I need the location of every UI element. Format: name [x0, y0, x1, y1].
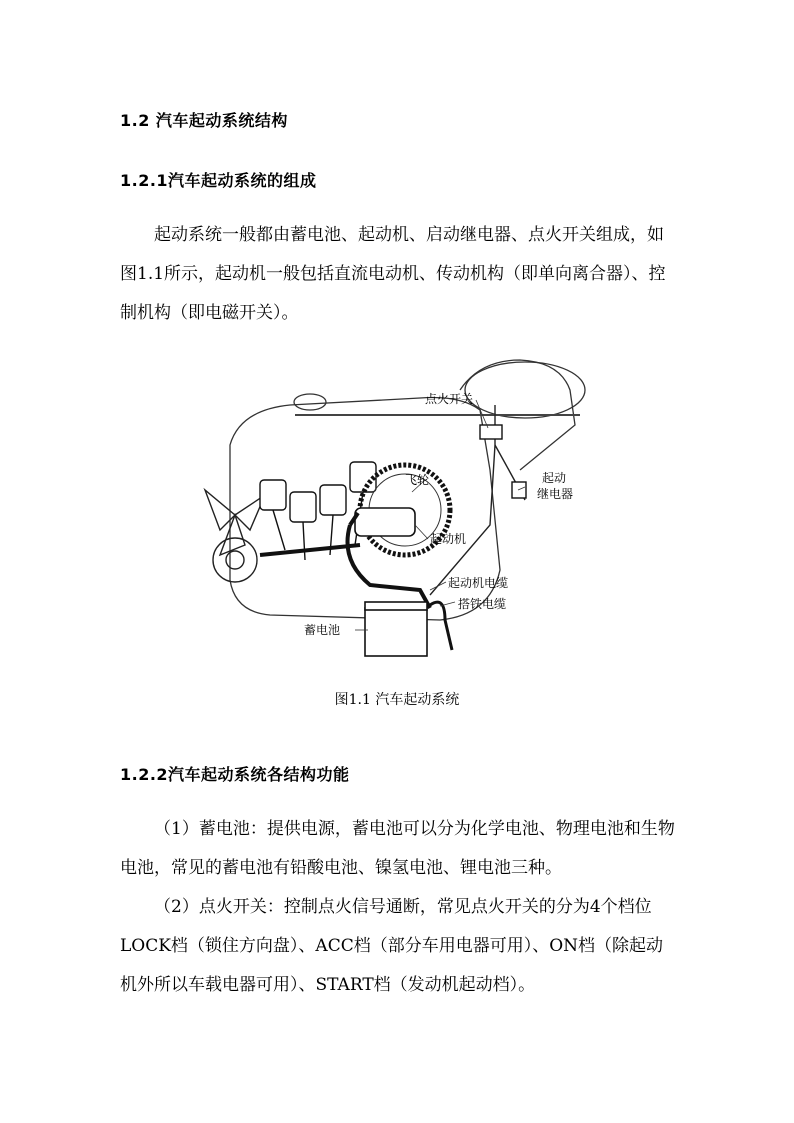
- paragraph: 起动系统一般都由蓄电池、起动机、启动继电器、点火开关组成，如图1.1所示，起动机一般包括直流电动机、传动机构（即单向离合器）、控制机构（即电磁开关）。: [120, 225, 666, 323]
- battery: [365, 602, 427, 656]
- section-title: 1.2 汽车起动系统结构: [120, 111, 288, 130]
- label-starter-cable: 起动机电缆: [448, 576, 509, 590]
- label-battery: 蓄电池: [304, 623, 341, 637]
- starting-system-diagram: [190, 350, 590, 670]
- label-starter: 起动机: [430, 532, 467, 546]
- subsection-title: 1.2.2汽车起动系统各结构功能: [120, 765, 350, 784]
- label-ignition-switch: 点火开关: [425, 392, 474, 406]
- paragraph: （1）蓄电池：提供电源，蓄电池可以分为化学电池、物理电池和生物电池，常见的蓄电池有铅酸电池、镍氢电池、锂电池三种。: [120, 819, 675, 878]
- fan-blades: [205, 490, 265, 582]
- label-ground-cable: 搭铁电缆: [458, 597, 507, 611]
- label-relay-2: 继电器: [537, 487, 574, 501]
- paragraph: （2）点火开关：控制点火信号通断，常见点火开关的分为4个档位LOCK档（锁住方向盘）、ACC档（部分车用电器可用）、ON档（除起动机外所以车载电器可用）、START档（发动机起动档）。: [120, 897, 664, 995]
- label-relay-1: 起动: [542, 471, 567, 485]
- ignition-switch: [480, 425, 502, 439]
- subsection-title: 1.2.1汽车起动系统的组成: [120, 171, 317, 190]
- label-flywheel: 飞轮: [405, 473, 430, 487]
- starter-motor: [355, 508, 415, 536]
- figure-caption: 图1.1 汽车起动系统: [334, 692, 460, 708]
